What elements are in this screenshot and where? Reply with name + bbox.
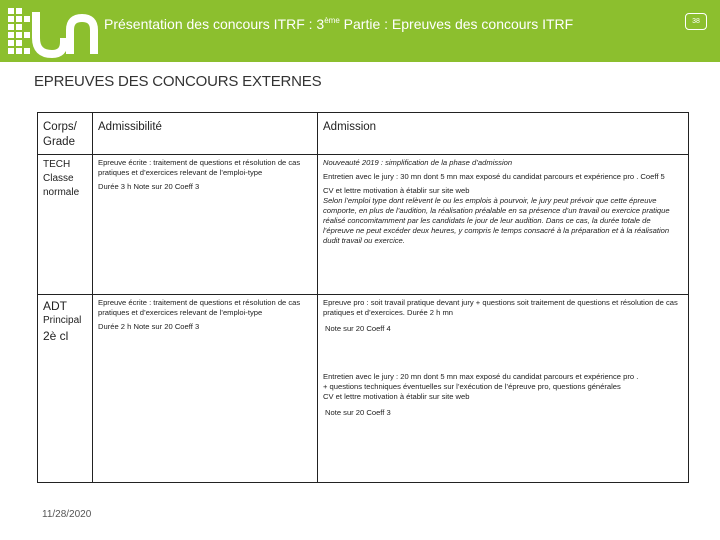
grade-cell xyxy=(38,155,93,295)
table-row xyxy=(38,295,689,483)
admission-text: CV et lettre motivation à établir sur site web xyxy=(323,186,470,195)
university-logo-icon xyxy=(6,4,98,60)
admission-novelty: Nouveauté 2019 : simplification de la phase d’admission xyxy=(323,158,513,167)
table-header-row xyxy=(38,113,689,155)
grade-cell xyxy=(38,295,93,483)
page-number-badge: 38 xyxy=(685,13,707,30)
table-header-cell: Admission xyxy=(318,113,689,155)
footer-date: 11/28/2020 xyxy=(42,509,92,520)
grade-line: ADT xyxy=(43,299,67,313)
admission-text: CV et lettre motivation à établir sur site web xyxy=(323,392,470,401)
grade-line: normale xyxy=(43,187,80,198)
table-row xyxy=(38,155,689,295)
admissibilite-cell xyxy=(93,155,318,295)
admission-cell xyxy=(318,155,689,295)
admission-text: Entretien avec le jury : 20 mn dont 5 mn max exposé du candidat parcours et expérience pro . xyxy=(323,372,639,381)
admissibilite-text: Epreuve écrite : traitement de questions et résolution de cas pratiques et d’exercices relevant de l’emploi-type xyxy=(98,298,301,317)
admission-text: Epreuve pro : soit travail pratique devant jury + questions soit traitement de questions et résolution de cas pratiques et d’exercices. Durée 2 h mn xyxy=(323,298,678,317)
grade-line: Principal xyxy=(43,315,82,326)
exam-table xyxy=(37,112,689,483)
section-title: EPREUVES DES CONCOURS EXTERNES xyxy=(34,73,322,90)
slide-title: Présentation des concours ITRF : 3ème Partie : Epreuves des concours ITRF xyxy=(104,16,574,32)
grade-line: 2è cl xyxy=(43,329,69,343)
admissibilite-note: Durée 2 h Note sur 20 Coeff 3 xyxy=(98,322,200,331)
grade-line: TECH xyxy=(43,159,71,170)
admission-note: Note sur 20 Coeff 3 xyxy=(325,408,391,417)
admissibilite-note: Durée 3 h Note sur 20 Coeff 3 xyxy=(98,182,200,191)
admission-cell xyxy=(318,295,689,483)
admissibilite-cell xyxy=(93,295,318,483)
slide-header xyxy=(0,0,720,62)
admission-text: Selon l’emploi type dont relèvent le ou les emplois à pourvoir, le jury peut prévoir que cette épreuve comporte, en plus de l’audition, la réalisation préalable en sa présence d’un travail ou exercice pratique réalisé concomitamment par les candidats le jour de leur audition. Dans ce cas, la durée totale de l’épreuve ne peut excéder deux heures, y compris le temps consacré à la préparation et à la réalisation dudit travail ou exercice. xyxy=(323,196,670,245)
admissibilite-text: Epreuve écrite : traitement de questions et résolution de cas pratiques et d’exercices relevant de l’emploi-type xyxy=(98,158,301,177)
table-header-cell: Corps/ Grade xyxy=(38,113,93,155)
table-header-cell: Admissibilité xyxy=(93,113,318,155)
admission-text: Entretien avec le jury : 30 mn dont 5 mn max exposé du candidat parcours et expérience pro . Coeff 5 xyxy=(323,172,665,181)
admission-text: + questions techniques éventuelles sur l’exécution de l’épreuve pro, questions générales xyxy=(323,382,621,391)
grade-line: Classe xyxy=(43,173,74,184)
admission-note: Note sur 20 Coeff 4 xyxy=(325,324,391,333)
